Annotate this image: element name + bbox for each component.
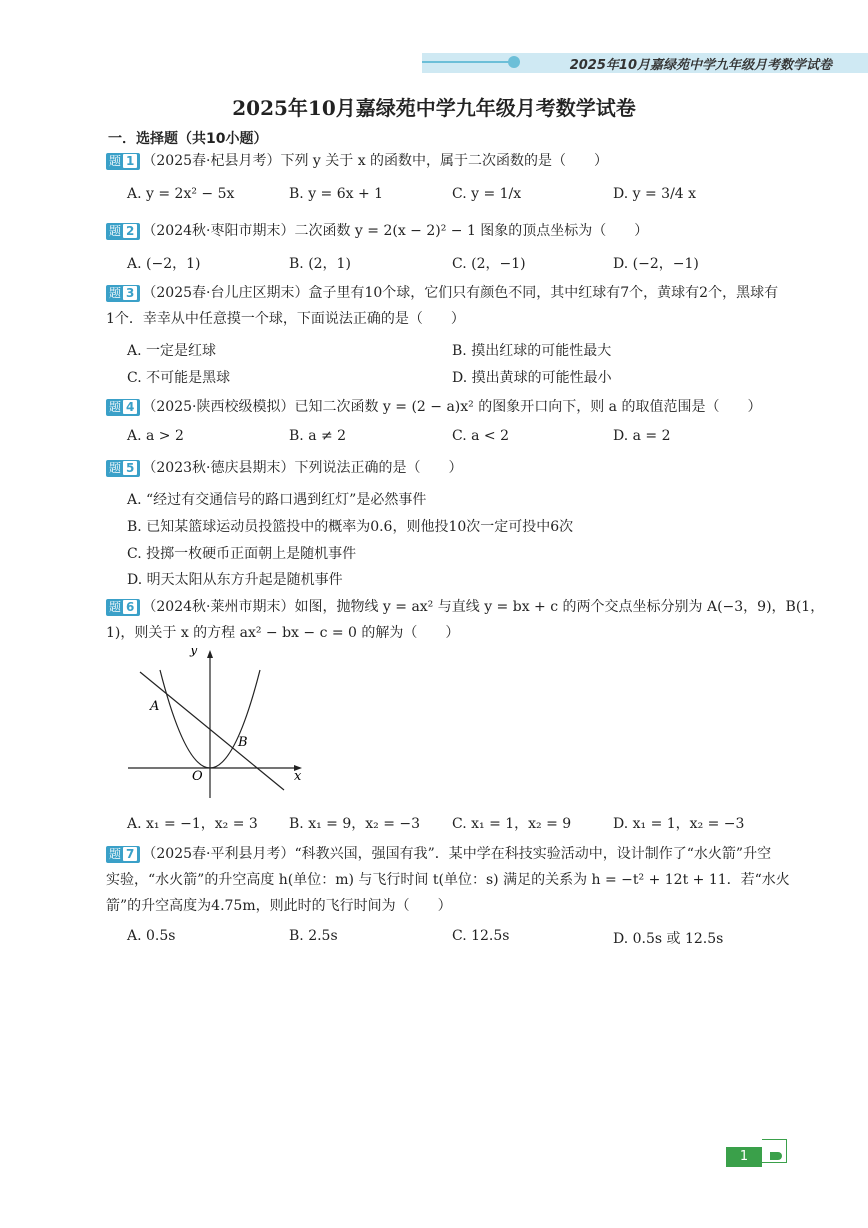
option-b[interactable]: B. 摸出红球的可能性最大 (452, 343, 612, 359)
option-c[interactable]: C. (2，−1) (452, 256, 526, 272)
option-a[interactable]: A. a > 2 (127, 428, 184, 444)
option-d[interactable]: D. 0.5s 或 12.5s (613, 931, 724, 947)
straight-line (140, 672, 284, 790)
option-a[interactable]: A. x₁ = −1，x₂ = 3 (127, 816, 258, 832)
question-4 (106, 394, 836, 420)
section-heading: 一．选择题（共10小题） (108, 131, 268, 147)
option-a[interactable]: A. “经过有交通信号的路口遇到红灯”是必然事件 (127, 492, 427, 508)
question-tag: 题 7 (106, 846, 140, 863)
question-7 (106, 841, 836, 919)
option-b[interactable]: B. x₁ = 9，x₂ = −3 (289, 816, 421, 832)
question-tag: 题 1 (106, 153, 140, 170)
option-d[interactable]: D. 明天太阳从东方升起是随机事件 (127, 572, 343, 588)
y-axis-arrow (207, 650, 213, 658)
option-d[interactable]: D. 摸出黄球的可能性最小 (452, 370, 612, 386)
question-text: （2024秋·莱州市期末）如图，抛物线 y = ax² 与直线 y = bx + c 的两个交点坐标分别为 A(−3，9)，B(1， (142, 599, 825, 615)
option-b[interactable]: B. 已知某篮球运动员投篮投中的概率为0.6，则他投10次一定可投中6次 (127, 519, 574, 535)
question-text: （2025·陕西校级模拟）已知二次函数 y = (2 − a)x² 的图象开口向下，则 a 的取值范围是（ ） (142, 399, 762, 415)
option-c[interactable]: C. y = 1/x (452, 186, 522, 202)
option-a[interactable]: A. (−2，1) (127, 256, 201, 272)
option-b[interactable]: B. (2，1) (289, 256, 351, 272)
question-text: （2023秋·德庆县期末）下列说法正确的是（ ） (142, 460, 463, 476)
question-text: （2024秋·枣阳市期末）二次函数 y = 2(x − 2)² − 1 图象的顶点坐标为（ ） (142, 223, 649, 239)
question-6 (106, 594, 836, 646)
question-tag: 题 2 (106, 223, 140, 240)
option-c[interactable]: C. 12.5s (452, 928, 510, 944)
option-d[interactable]: D. (−2，−1) (613, 256, 699, 272)
option-d[interactable]: D. y = 3/4 x (613, 186, 697, 202)
question-text: 实验，“水火箭”的升空高度 h(单位：m) 与飞行时间 t(单位：s) 满足的关系为 h = −t² + 12t + 11．若“水火 (106, 872, 790, 888)
running-title: 2025年10月嘉绿苑中学九年级月考数学试卷 (569, 58, 832, 73)
question-tag: 题 3 (106, 285, 140, 302)
page-title: 2025年10月嘉绿苑中学九年级月考数学试卷 (232, 96, 636, 120)
option-d[interactable]: D. a = 2 (613, 428, 671, 444)
origin-label: O (192, 769, 203, 784)
page-number-tab (770, 1152, 782, 1160)
option-c[interactable]: C. 不可能是黑球 (127, 370, 231, 386)
question-text: 箭”的升空高度为4.75m，则此时的飞行时间为（ ） (106, 898, 452, 914)
question-text: （2025春·台儿庄区期末）盒子里有10个球，它们只有颜色不同，其中红球有7个，黄球有2个，黑球有 (142, 285, 779, 301)
question-tag: 题 4 (106, 399, 140, 416)
point-b-label: B (238, 735, 248, 750)
y-label: y (190, 648, 198, 658)
option-c[interactable]: C. a < 2 (452, 428, 509, 444)
question-tag: 题 5 (106, 460, 140, 477)
question-text: （2025春·杞县月考）下列 y 关于 x 的函数中，属于二次函数的是（ ） (142, 153, 609, 169)
option-c[interactable]: C. 投掷一枚硬币正面朝上是随机事件 (127, 546, 357, 562)
option-b[interactable]: B. a ≠ 2 (289, 428, 347, 444)
question-text: （2025春·平利县月考）“科教兴国，强国有我”．某中学在科技实验活动中，设计制作了“水火箭”升空 (142, 846, 772, 862)
option-a[interactable]: A. 一定是红球 (127, 343, 217, 359)
header-line (422, 61, 514, 63)
option-a[interactable]: A. y = 2x² − 5x (127, 186, 235, 202)
option-b[interactable]: B. 2.5s (289, 928, 338, 944)
option-c[interactable]: C. x₁ = 1，x₂ = 9 (452, 816, 572, 832)
question-3 (106, 280, 836, 332)
option-a[interactable]: A. 0.5s (127, 928, 176, 944)
question-5 (106, 455, 836, 481)
question-2 (106, 218, 836, 244)
x-label: x (294, 769, 302, 784)
parabola-line-figure (126, 648, 306, 800)
question-text: 1个．幸幸从中任意摸一个球，下面说法正确的是（ ） (106, 311, 465, 327)
point-a-label: A (150, 699, 160, 714)
option-b[interactable]: B. y = 6x + 1 (289, 186, 384, 202)
question-1 (106, 148, 836, 174)
page-number: 1 (726, 1147, 762, 1167)
question-tag: 题 6 (106, 599, 140, 616)
header-dot (508, 56, 520, 68)
question-text: 1)，则关于 x 的方程 ax² − bx − c = 0 的解为（ ） (106, 625, 460, 641)
option-d[interactable]: D. x₁ = 1，x₂ = −3 (613, 816, 745, 832)
